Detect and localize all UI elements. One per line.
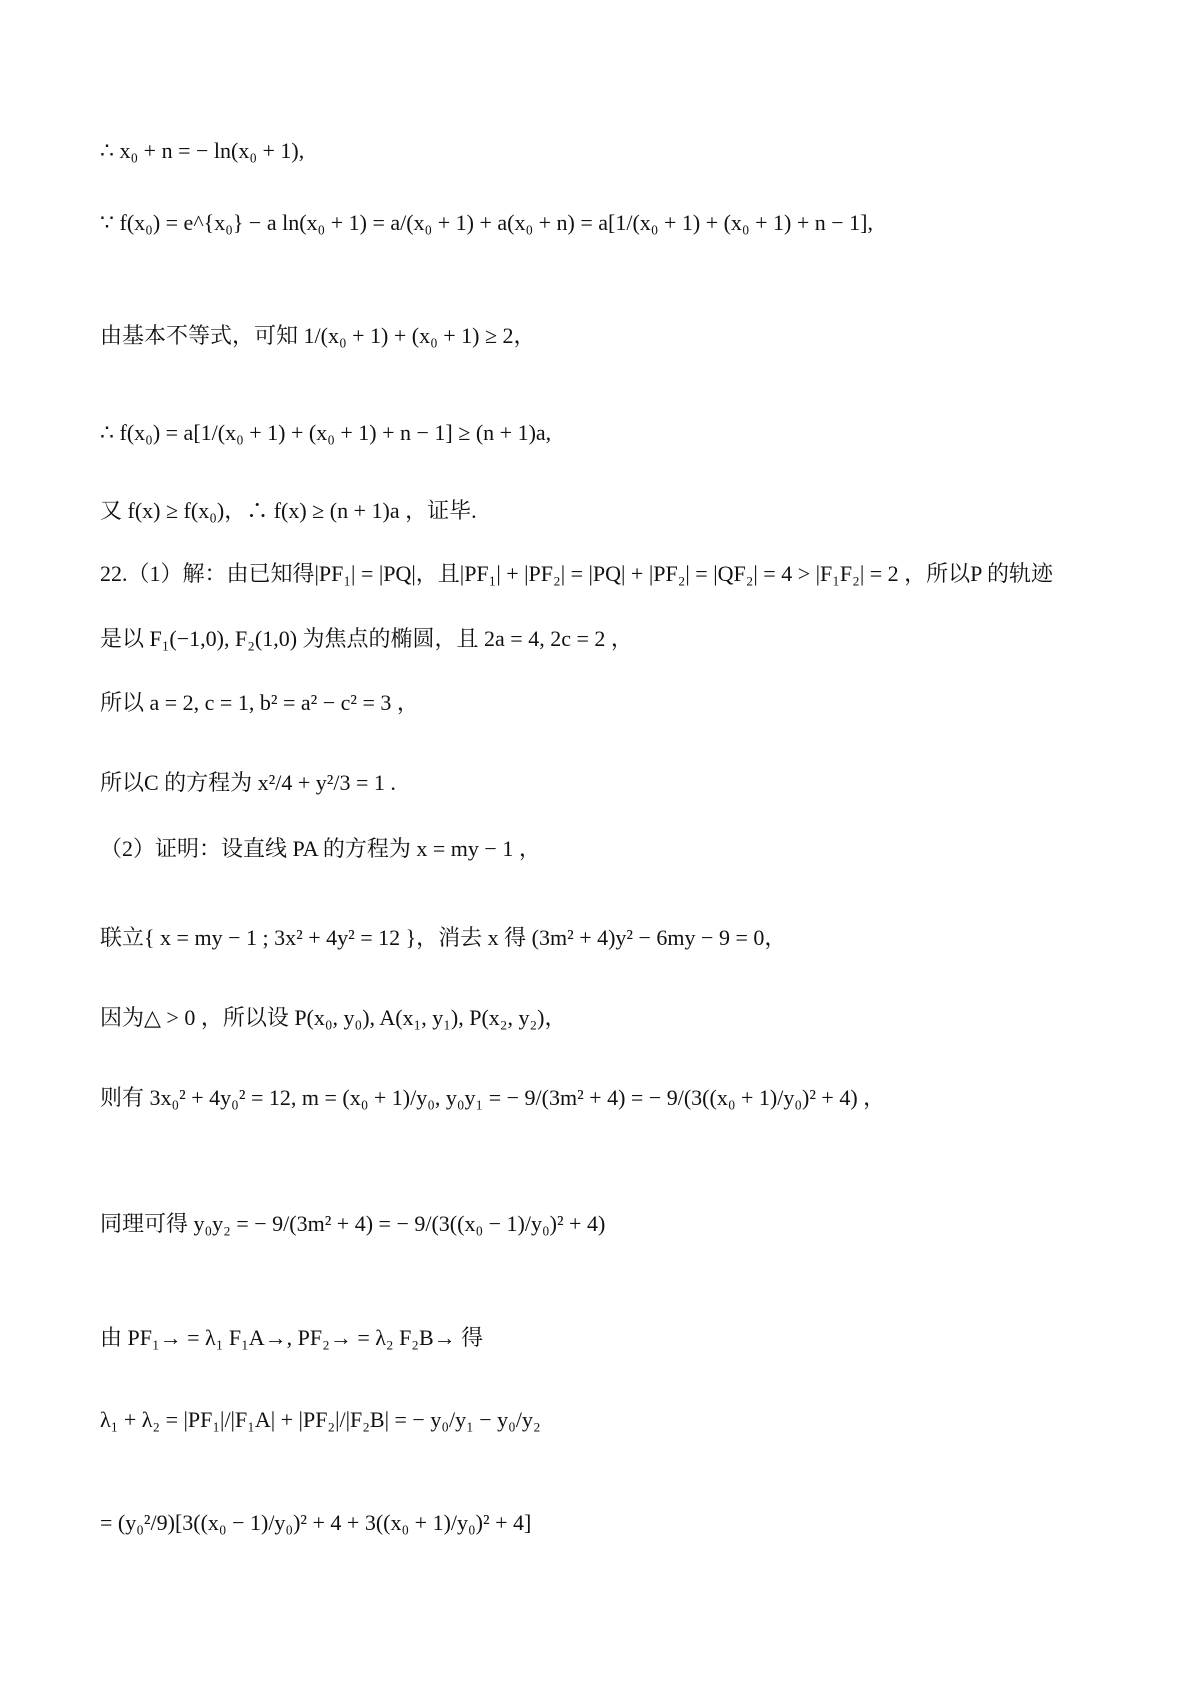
problem-22-part2-line-4: 则有 3x₀² + 4y₀² = 12, m = (x₀ + 1)/y₀, y₀y₁ = − 9/(3m² + 4) = − 9/(3((x₀ + 1)/y₀)² + 4) ，: [100, 1085, 886, 1110]
problem-22-part2-line-3: 因为△ > 0 ，所以设 P(x₀, y₀), A(x₁, y₁), P(x₂, y₂)，: [100, 1005, 567, 1030]
proof-line-4: ∴ f(x₀) = a[1/(x₀ + 1) + (x₀ + 1) + n − 1] ≥ (n + 1)a,: [100, 420, 552, 445]
problem-22-part2-line-6: 由 PF₁→ = λ₁ F₁A→, PF₂→ = λ₂ F₂B→ 得: [100, 1325, 484, 1350]
problem-22-part1-line-1: 22.（1）解：由已知得|PF₁| = |PQ|，且|PF₁| + |PF₂| = |PQ| + |PF₂| = |QF₂| = 4 > |F₁F₂| = 2 ，所以P 的轨迹: [100, 561, 1054, 586]
problem-22-part2-line-2: 联立{ x = my − 1 ; 3x² + 4y² = 12 }，消去 x 得 (3m² + 4)y² − 6my − 9 = 0，: [100, 925, 787, 950]
problem-22-part2-line-1: （2）证明：设直线 PA 的方程为 x = my − 1 ，: [100, 836, 541, 861]
problem-22-part2-line-8: = (y₀²/9)[3((x₀ − 1)/y₀)² + 4 + 3((x₀ + 1)/y₀)² + 4]: [100, 1510, 532, 1535]
problem-22-part2-line-5: 同理可得 y₀y₂ = − 9/(3m² + 4) = − 9/(3((x₀ − 1)/y₀)² + 4): [100, 1211, 606, 1236]
proof-line-2: ∵ f(x₀) = e^{x₀} − a ln(x₀ + 1) = a/(x₀ + 1) + a(x₀ + n) = a[1/(x₀ + 1) + (x₀ + 1) + n − 1],: [100, 210, 873, 235]
problem-22-part1-line-4: 所以C 的方程为 x²/4 + y²/3 = 1 .: [100, 770, 396, 795]
problem-22-part2-line-7: λ₁ + λ₂ = |PF₁|/|F₁A| + |PF₂|/|F₂B| = − y₀/y₁ − y₀/y₂: [100, 1407, 541, 1432]
proof-line-3: 由基本不等式，可知 1/(x₀ + 1) + (x₀ + 1) ≥ 2，: [100, 323, 536, 348]
problem-22-part1-line-2: 是以 F₁(−1,0), F₂(1,0) 为焦点的椭圆，且 2a = 4, 2c = 2 ，: [100, 626, 633, 651]
proof-line-5: 又 f(x) ≥ f(x₀)，∴ f(x) ≥ (n + 1)a ，证毕.: [100, 498, 477, 523]
problem-22-part1-line-3: 所以 a = 2, c = 1, b² = a² − c² = 3 ，: [100, 690, 419, 715]
proof-line-1: ∴ x₀ + n = − ln(x₀ + 1),: [100, 138, 305, 163]
